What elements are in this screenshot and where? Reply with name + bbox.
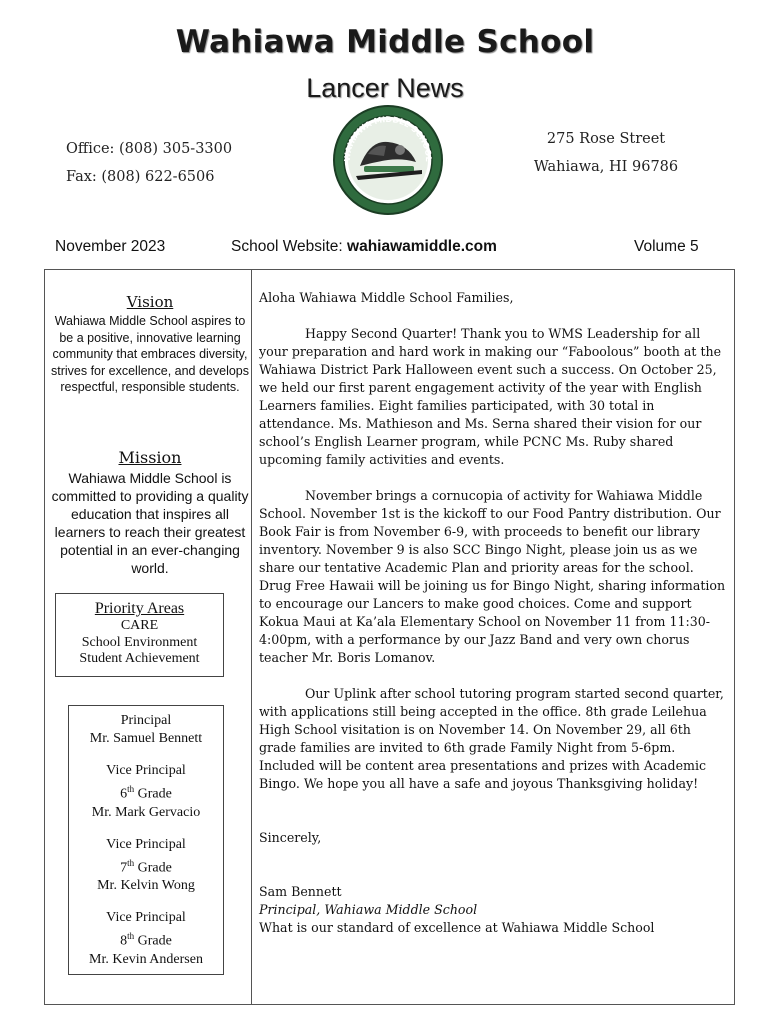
newsletter-name: Lancer News — [306, 73, 464, 103]
letter-greeting: Aloha Wahiawa Middle School Families, — [259, 290, 514, 305]
website-label: School Website: — [231, 238, 348, 255]
staff-name: Mr. Kevin Andersen — [89, 951, 203, 967]
fax-number: Fax: (808) 622-6506 — [66, 169, 215, 185]
priority-item: Student Achievement — [79, 651, 200, 666]
staff-role: Principal — [120, 713, 172, 728]
letter-tagline: What is our standard of excellence at Wahiawa Middle School — [259, 920, 655, 935]
priority-item: School Environment — [81, 634, 198, 650]
staff-grade: 8th Grade — [120, 931, 172, 949]
staff-grade: 6th Grade — [120, 784, 172, 802]
staff-principal — [69, 712, 223, 748]
office-contact — [66, 135, 232, 191]
vision-title: Vision — [126, 293, 174, 311]
street-address: 275 Rose Street — [546, 131, 666, 147]
logo-text-top: WAHIAWA MIDDLE SCHOOL — [342, 114, 434, 162]
letter-closing: Sincerely, — [259, 830, 322, 845]
signature-title: Principal, Wahiawa Middle School — [259, 902, 478, 917]
vision-section — [50, 293, 250, 396]
staff-name: Mr. Kelvin Wong — [97, 878, 195, 894]
office-phone: Office: (808) 305-3300 — [66, 141, 233, 157]
letter-paragraph: Our Uplink after school tutoring program started second quarter, with applications still being accepted in the office. 8th grade Leilehua High School visitation is on November 14. On November 29, all 6th grade families are invited to 6th grade Family Night from 5-6pm. Included will be content area presentations and prizes with Academic Bingo. We hope you all have a safe and joyous Thanksgiving holiday! — [259, 686, 724, 791]
administration-box — [68, 705, 224, 975]
school-website — [231, 238, 497, 256]
staff-role: Vice Principal — [106, 910, 186, 926]
staff-grade: 7th Grade — [120, 857, 172, 876]
letter-paragraph: November brings a cornucopia of activity for Wahiawa Middle School. November 1st is the kickoff to our Food Pantry distribution. Our Book Fair is from November 6-9, with proceeds to benefit our library inventory. November 9 is also SCC Bingo Night, please join us as we share our tentative Academic Plan and priority areas for the school. Drug Free Hawaii will be joining us for Bingo Night, sharing information to encourage our Lancers to make good choices. Come and support Kokua Maui at Ka’ala Elementary School on November 11 from 11:30-4:00pm, with a performance by our Jazz Band and very own chorus teacher Mr. Boris Lomanov. — [259, 488, 726, 665]
staff-role: Vice Principal — [106, 836, 186, 852]
staff-name: Mr. Mark Gervacio — [91, 804, 201, 820]
priority-areas-title: Priority Areas — [94, 600, 185, 617]
signature-name: Sam Bennett — [259, 884, 342, 899]
staff-vp-7th — [69, 836, 223, 896]
mission-section — [50, 448, 250, 577]
staff-role: Vice Principal — [106, 763, 186, 778]
letter-paragraph: Happy Second Quarter! Thank you to WMS Leadership for all your preparation and hard work in making our “Faboolous” booth at the Wahiawa District Park Halloween event such a success. On October 25, we held our first parent engagement activity of the year with English Learners families. Eight families participated, with 30 total in attendance. Ms. Mathieson and Ms. Serna shared their vision for our school’s English Learner program, while PCNC Ms. Ruby shared upcoming family activities and events. — [259, 326, 722, 467]
website-link[interactable]: wahiawamiddle.com — [347, 238, 497, 255]
mission-text: Wahiawa Middle School is committed to providing a quality education that inspires all learners to reach their greatest potential in an ever-changing world. — [51, 470, 249, 576]
issue-date: November 2023 — [55, 238, 166, 255]
lancers-logo — [330, 104, 446, 216]
mission-title: Mission — [118, 448, 182, 467]
priority-areas-box — [55, 593, 224, 677]
column-divider — [251, 270, 252, 1004]
principal-letter — [259, 289, 729, 937]
school-name: Wahiawa Middle School — [175, 24, 595, 60]
staff-name: Mr. Samuel Bennett — [89, 731, 203, 746]
priority-item: CARE — [120, 618, 159, 633]
address — [530, 125, 682, 181]
vision-text: Wahiawa Middle School aspires to be a positive, innovative learning community that embraces diversity, strives for excellence, and develops respectful, responsible students. — [50, 314, 250, 394]
staff-vp-8th — [69, 909, 223, 969]
city-state: Wahiawa, HI 96786 — [533, 159, 679, 175]
staff-vp-6th — [69, 762, 223, 822]
volume-number: Volume 5 — [634, 238, 699, 255]
